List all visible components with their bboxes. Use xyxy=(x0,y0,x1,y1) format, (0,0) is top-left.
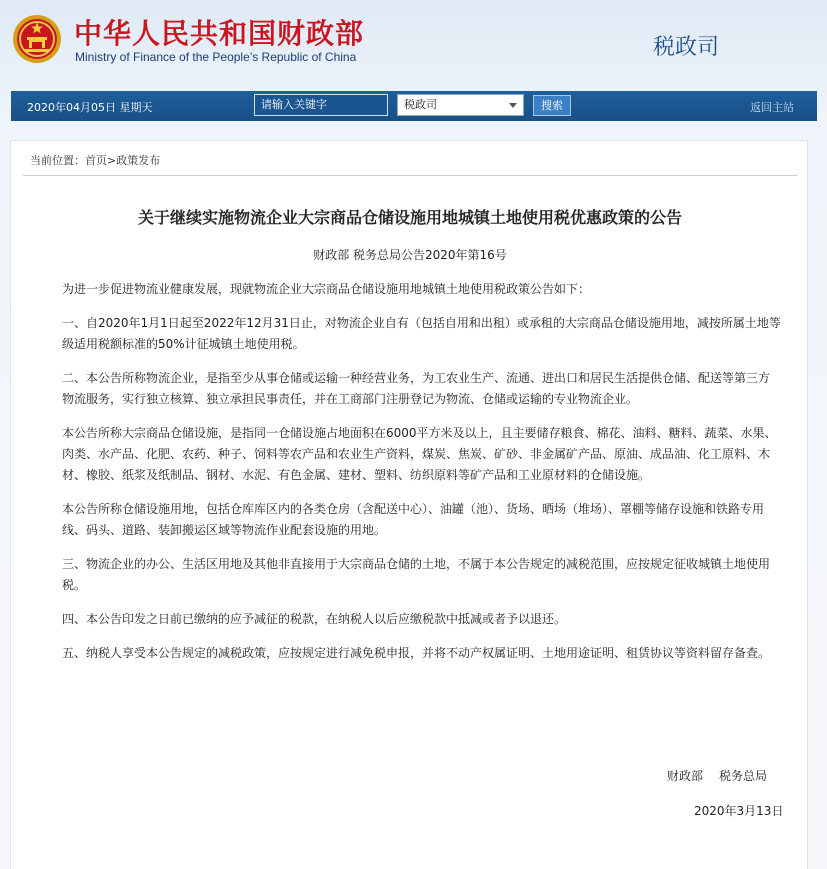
breadcrumb xyxy=(30,152,160,168)
search-scope-select[interactable] xyxy=(397,94,524,116)
breadcrumb-section[interactable]: 政策发布 xyxy=(116,154,161,167)
signature-tax-bureau: 税务总局 xyxy=(719,769,768,783)
national-emblem-icon[interactable] xyxy=(12,13,62,65)
search-button[interactable]: 搜索 xyxy=(533,95,571,116)
article-title: 关于继续实施物流企业大宗商品仓储设施用地城镇土地使用税优惠政策的公告 xyxy=(137,208,682,227)
breadcrumb-separator: > xyxy=(107,154,117,167)
nav-bar xyxy=(11,91,817,121)
ministry-name-en[interactable]: Ministry of Finance of the People’s Republic of China xyxy=(75,50,357,64)
article-panel xyxy=(10,140,808,869)
current-date: 2020年04月05日 星期天 xyxy=(27,101,153,114)
article-paragraph: 一、自2020年1月1日起至2022年12月31日止，对物流企业自有（包括自用和出租）或承租的大宗商品仓储设施用地，减按所属土地等级适用税额标准的50%计征城镇土地使用税。 xyxy=(62,316,781,351)
breadcrumb-prefix: 当前位置： xyxy=(30,154,85,167)
signature-ministry: 财政部 xyxy=(667,769,704,783)
article-paragraph: 四、本公告印发之日前已缴纳的应予减征的税款，在纳税人以后应缴税款中抵减或者予以退还。 xyxy=(62,612,567,626)
article-paragraph: 为进一步促进物流业健康发展，现就物流企业大宗商品仓储设施用地城镇土地使用税政策公告如下： xyxy=(62,282,591,296)
signature-date: 2020年3月13日 xyxy=(694,804,784,818)
chevron-down-icon xyxy=(509,103,517,108)
return-home-link[interactable]: 返回主站 xyxy=(750,101,794,114)
article-paragraph: 本公告所称大宗商品仓储设施，是指同一仓储设施占地面积在6000平方米及以上，且主要储存粮食、棉花、油料、糖料、蔬菜、水果、肉类、水产品、化肥、农药、种子、饲料等农产品和农业生产资料，煤炭、焦炭、矿砂、非金属矿产品、原油、成品油、化工原料、木材、橡胶、纸浆及纸制品、钢材、水泥、有色金属、建材、塑料、纺织原料等矿产品和工业原材料的仓储设施。 xyxy=(62,426,777,482)
department-name: 税政司 xyxy=(653,35,720,60)
breadcrumb-home[interactable]: 首页 xyxy=(85,154,107,167)
article-body xyxy=(62,279,781,677)
signature xyxy=(667,767,767,784)
article-paragraph: 三、物流企业的办公、生活区用地及其他非直接用于大宗商品仓储的土地，不属于本公告规定的减税范围，应按规定征收城镇土地使用税。 xyxy=(62,557,771,592)
article-paragraph: 本公告所称仓储设施用地，包括仓库库区内的各类仓房（含配送中心）、油罐（池）、货场、晒场（堆场）、罩棚等储存设施和铁路专用线、码头、道路、装卸搬运区域等物流作业配套设施的用地。 xyxy=(62,502,765,537)
search-input[interactable]: 请输入关键字 xyxy=(254,94,388,116)
article-paragraph: 二、本公告所称物流企业，是指至少从事仓储或运输一种经营业务，为工农业生产、流通、进出口和居民生活提供仓储、配送等第三方物流服务，实行独立核算、独立承担民事责任，并在工商部门注册登记为物流、仓储或运输的专业物流企业。 xyxy=(62,371,771,406)
document-number: 财政部 税务总局公告2020年第16号 xyxy=(313,248,507,262)
article-paragraph: 五、纳税人享受本公告规定的减税政策，应按规定进行减免税申报，并将不动产权属证明、土地用途证明、租赁协议等资料留存备查。 xyxy=(62,646,771,660)
divider xyxy=(23,175,797,176)
site-header xyxy=(0,0,827,90)
search-scope-value: 税政司 xyxy=(404,98,437,111)
ministry-name-cn[interactable]: 中华人民共和国财政部 xyxy=(74,17,365,50)
